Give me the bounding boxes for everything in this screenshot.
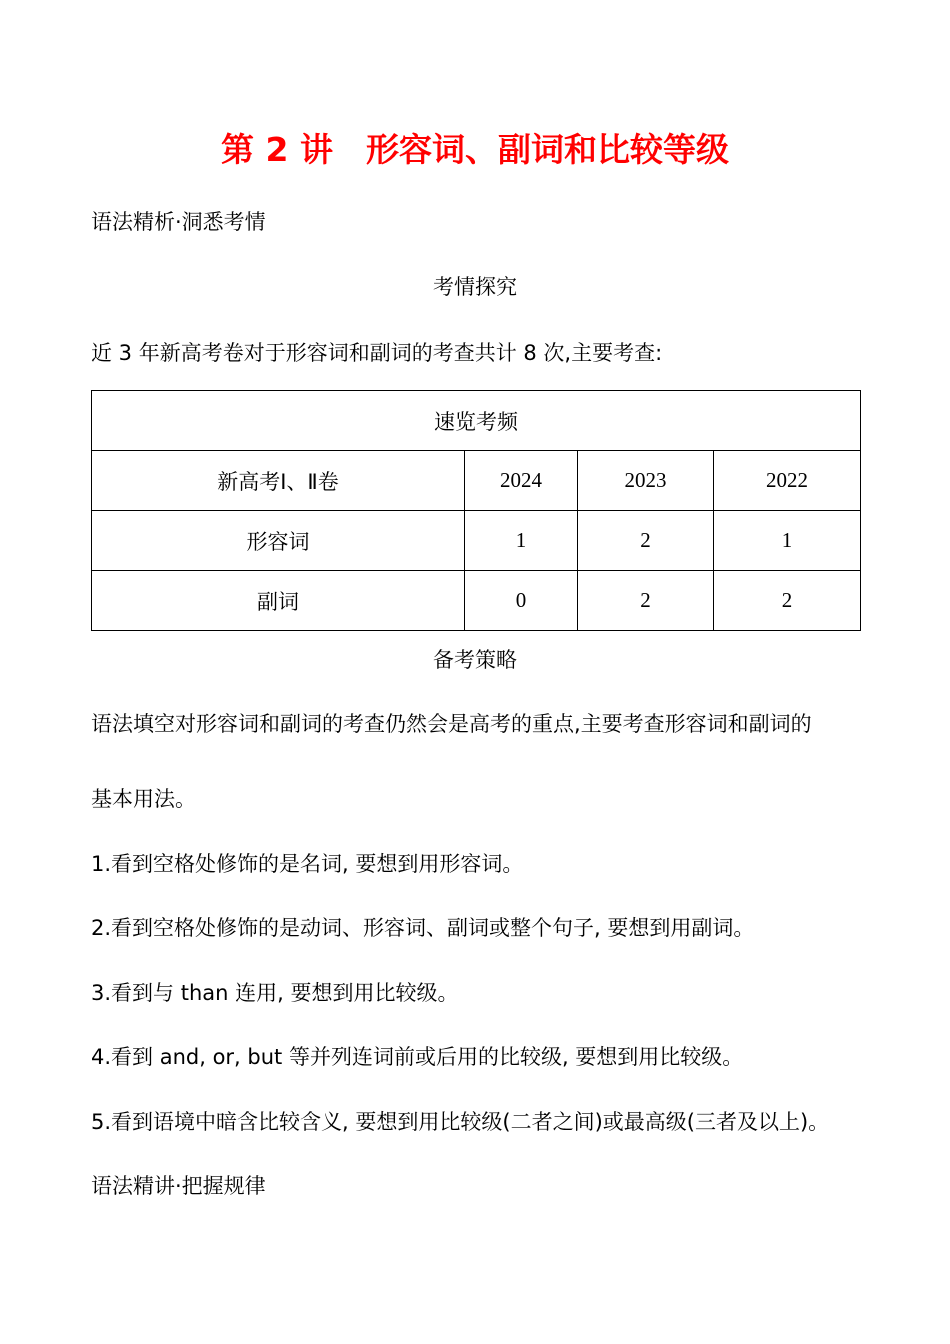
- table-cell: 0: [465, 571, 578, 631]
- table-caption-row: [92, 391, 861, 451]
- section-heading-analysis: 语法精析·洞悉考情: [91, 210, 266, 234]
- table-header-cell: 2023: [578, 451, 714, 511]
- table-header-cell: 2024: [465, 451, 578, 511]
- list-item: 2.看到空格处修饰的是动词、形容词、副词或整个句子, 要想到用副词。: [91, 916, 755, 940]
- strategy-paragraph-line: 基本用法。: [91, 787, 196, 811]
- table-row: [92, 571, 861, 631]
- list-item: 3.看到与 than 连用, 要想到用比较级。: [91, 981, 459, 1005]
- subsection-heading-strategy: 备考策略: [433, 648, 517, 672]
- table-cell: 1: [465, 511, 578, 571]
- list-item: 5.看到语境中暗含比较含义, 要想到用比较级(二者之间)或最高级(三者及以上)。: [91, 1110, 830, 1134]
- section-heading-rules: 语法精讲·把握规律: [91, 1174, 266, 1198]
- page-title: 第 2 讲 形容词、副词和比较等级: [221, 130, 729, 169]
- table-cell: 形容词: [92, 511, 465, 571]
- table-cell: 1: [714, 511, 861, 571]
- intro-paragraph: 近 3 年新高考卷对于形容词和副词的考查共计 8 次,主要考查:: [91, 341, 663, 365]
- frequency-table: [91, 390, 861, 631]
- strategy-paragraph-line: 语法填空对形容词和副词的考查仍然会是高考的重点,主要考查形容词和副词的: [91, 712, 812, 736]
- table-cell: 2: [578, 571, 714, 631]
- table-row: [92, 511, 861, 571]
- table-header-row: [92, 451, 861, 511]
- subsection-heading-exam-trends: 考情探究: [433, 275, 517, 299]
- table-header-cell: 新高考Ⅰ、Ⅱ卷: [92, 451, 465, 511]
- list-item: 1.看到空格处修饰的是名词, 要想到用形容词。: [91, 852, 524, 876]
- table-caption: 速览考频: [92, 391, 861, 451]
- table-header-cell: 2022: [714, 451, 861, 511]
- table-cell: 副词: [92, 571, 465, 631]
- table-cell: 2: [714, 571, 861, 631]
- list-item: 4.看到 and, or, but 等并列连词前或后用的比较级, 要想到用比较级。: [91, 1045, 744, 1069]
- table-cell: 2: [578, 511, 714, 571]
